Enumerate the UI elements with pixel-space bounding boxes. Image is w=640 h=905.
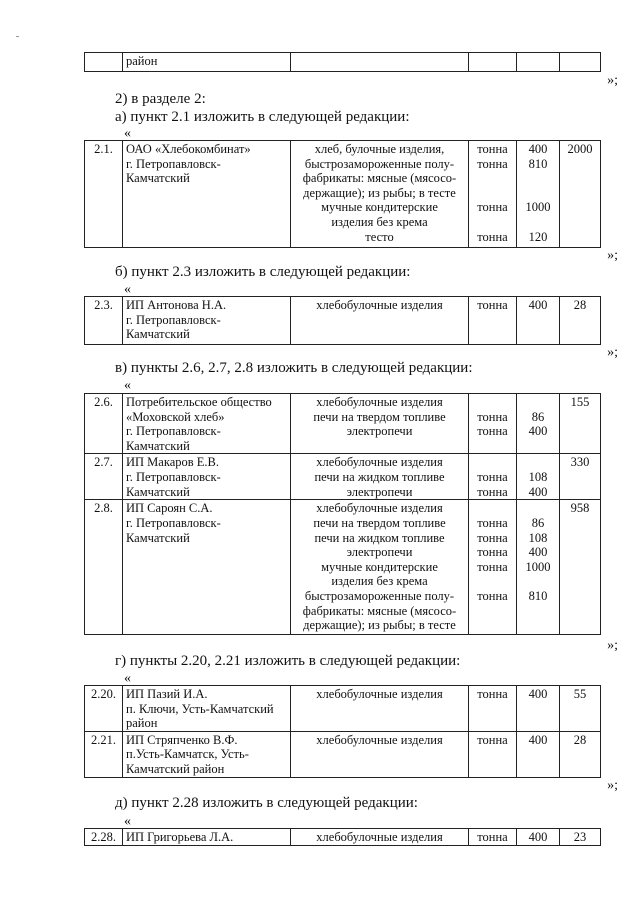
opening-quote: « — [124, 126, 131, 141]
table-row — [85, 829, 601, 846]
paragraph-a: а) пункт 2.1 изложить в следующей редакции: — [115, 109, 410, 125]
cell-total: 330 — [560, 454, 601, 500]
paragraph-g: г) пункты 2.20, 2.21 изложить в следующей редакции: — [115, 653, 461, 669]
cell-number: 2.28. — [85, 829, 123, 846]
table-item-2-1 — [84, 140, 601, 248]
cell-quantity: 400 — [517, 829, 560, 846]
cell-org: ИП Григорьева Л.А. — [123, 829, 291, 846]
closing-quote: »; — [607, 778, 618, 793]
cell-total: 55 — [560, 686, 601, 732]
closing-quote: »; — [607, 345, 618, 360]
table-row — [85, 141, 601, 248]
paragraph-b: б) пункт 2.3 изложить в следующей редакции: — [115, 264, 411, 280]
cell-quantity: 400 — [517, 686, 560, 732]
cell-units: тонна тонна — [469, 454, 517, 500]
table-items-2-6-to-2-8 — [84, 393, 601, 635]
table-row — [85, 297, 601, 345]
cell-org: ИП Стряпченко В.Ф. п.Усть-Камчатск, Усть- Камчатский район — [123, 731, 291, 777]
cell-total: 28 — [560, 297, 601, 345]
cell-org: район — [123, 53, 291, 72]
table-row — [85, 686, 601, 732]
opening-quote: « — [124, 814, 131, 829]
cell-products: хлебобулочные изделия печи на твердом топливе печи на жидком топливе электропечи мучные кондитерские изделия без крема быстрозамороженные полу- фабрикаты: мясные (мясосо- держащие); из рыбы; в тесте — [291, 500, 469, 635]
cell-units: тонна — [469, 829, 517, 846]
cell-units: тонна тонна тонна тонна — [469, 141, 517, 248]
cell-org: ИП Антонова Н.А. г. Петропавловск- Камчатский — [123, 297, 291, 345]
cell-products: хлеб, булочные изделия, быстрозамороженные полу- фабрикаты: мясные (мясосо- держащие); из рыбы; в тесте мучные кондитерские изделия без крема тесто — [291, 141, 469, 248]
cell-total: 28 — [560, 731, 601, 777]
cell-total: 155 — [560, 394, 601, 454]
cell-number: 2.1. — [85, 141, 123, 248]
table-row — [85, 500, 601, 635]
opening-quote: « — [124, 671, 131, 686]
table-item-2-3 — [84, 296, 601, 345]
cell-number: 2.21. — [85, 731, 123, 777]
cell-products: хлебобулочные изделия печи на жидком топливе электропечи — [291, 454, 469, 500]
cell-total: 958 — [560, 500, 601, 635]
cell-products: хлебобулочные изделия — [291, 686, 469, 732]
cell-number: 2.20. — [85, 686, 123, 732]
cell-products: хлебобулочные изделия — [291, 297, 469, 345]
paragraph-v: в) пункты 2.6, 2.7, 2.8 изложить в следующей редакции: — [115, 360, 473, 376]
opening-quote: « — [124, 378, 131, 393]
cell-quantity: 108 400 — [517, 454, 560, 500]
cell-org: ОАО «Хлебокомбинат» г. Петропавловск- Камчатский — [123, 141, 291, 248]
cell-quantity: 400 — [517, 297, 560, 345]
closing-quote: »; — [607, 73, 618, 88]
cell-quantity: 86 108 400 1000 810 — [517, 500, 560, 635]
opening-quote: « — [124, 282, 131, 297]
table-row — [85, 454, 601, 500]
cell-products: хлебобулочные изделия печи на твердом топливе электропечи — [291, 394, 469, 454]
cell-quantity: 86 400 — [517, 394, 560, 454]
cell-units: тонна — [469, 731, 517, 777]
cell-units: тонна тонна тонна тонна тонна — [469, 500, 517, 635]
cell-total: 2000 — [560, 141, 601, 248]
cell-units: тонна — [469, 297, 517, 345]
cell-units: тонна — [469, 686, 517, 732]
cell-number: 2.7. — [85, 454, 123, 500]
cell-quantity: 400 810 1000 120 — [517, 141, 560, 248]
closing-quote: »; — [607, 638, 618, 653]
cell-number: 2.3. — [85, 297, 123, 345]
table-row — [85, 53, 601, 72]
cell-org: ИП Пазий И.А. п. Ключи, Усть-Камчатский район — [123, 686, 291, 732]
cell-org: Потребительское общество «Моховской хлеб» г. Петропавловск- Камчатский — [123, 394, 291, 454]
closing-quote: »; — [607, 248, 618, 263]
cell-number: 2.8. — [85, 500, 123, 635]
cell-units: тонна тонна — [469, 394, 517, 454]
paragraph-d: д) пункт 2.28 изложить в следующей редакции: — [115, 795, 418, 811]
cell-total: 23 — [560, 829, 601, 846]
table-item-2-28 — [84, 828, 601, 846]
section-heading-2: 2) в разделе 2: — [115, 91, 206, 107]
table-top-fragment — [84, 52, 601, 72]
table-items-2-20-2-21 — [84, 685, 601, 778]
cell-quantity: 400 — [517, 731, 560, 777]
cell-products: хлебобулочные изделия — [291, 829, 469, 846]
table-row — [85, 394, 601, 454]
table-row — [85, 731, 601, 777]
cell-org: ИП Сароян С.А. г. Петропавловск- Камчатский — [123, 500, 291, 635]
scan-mark — [16, 36, 19, 37]
cell-products: хлебобулочные изделия — [291, 731, 469, 777]
cell-number: 2.6. — [85, 394, 123, 454]
cell-org: ИП Макаров Е.В. г. Петропавловск- Камчатский — [123, 454, 291, 500]
